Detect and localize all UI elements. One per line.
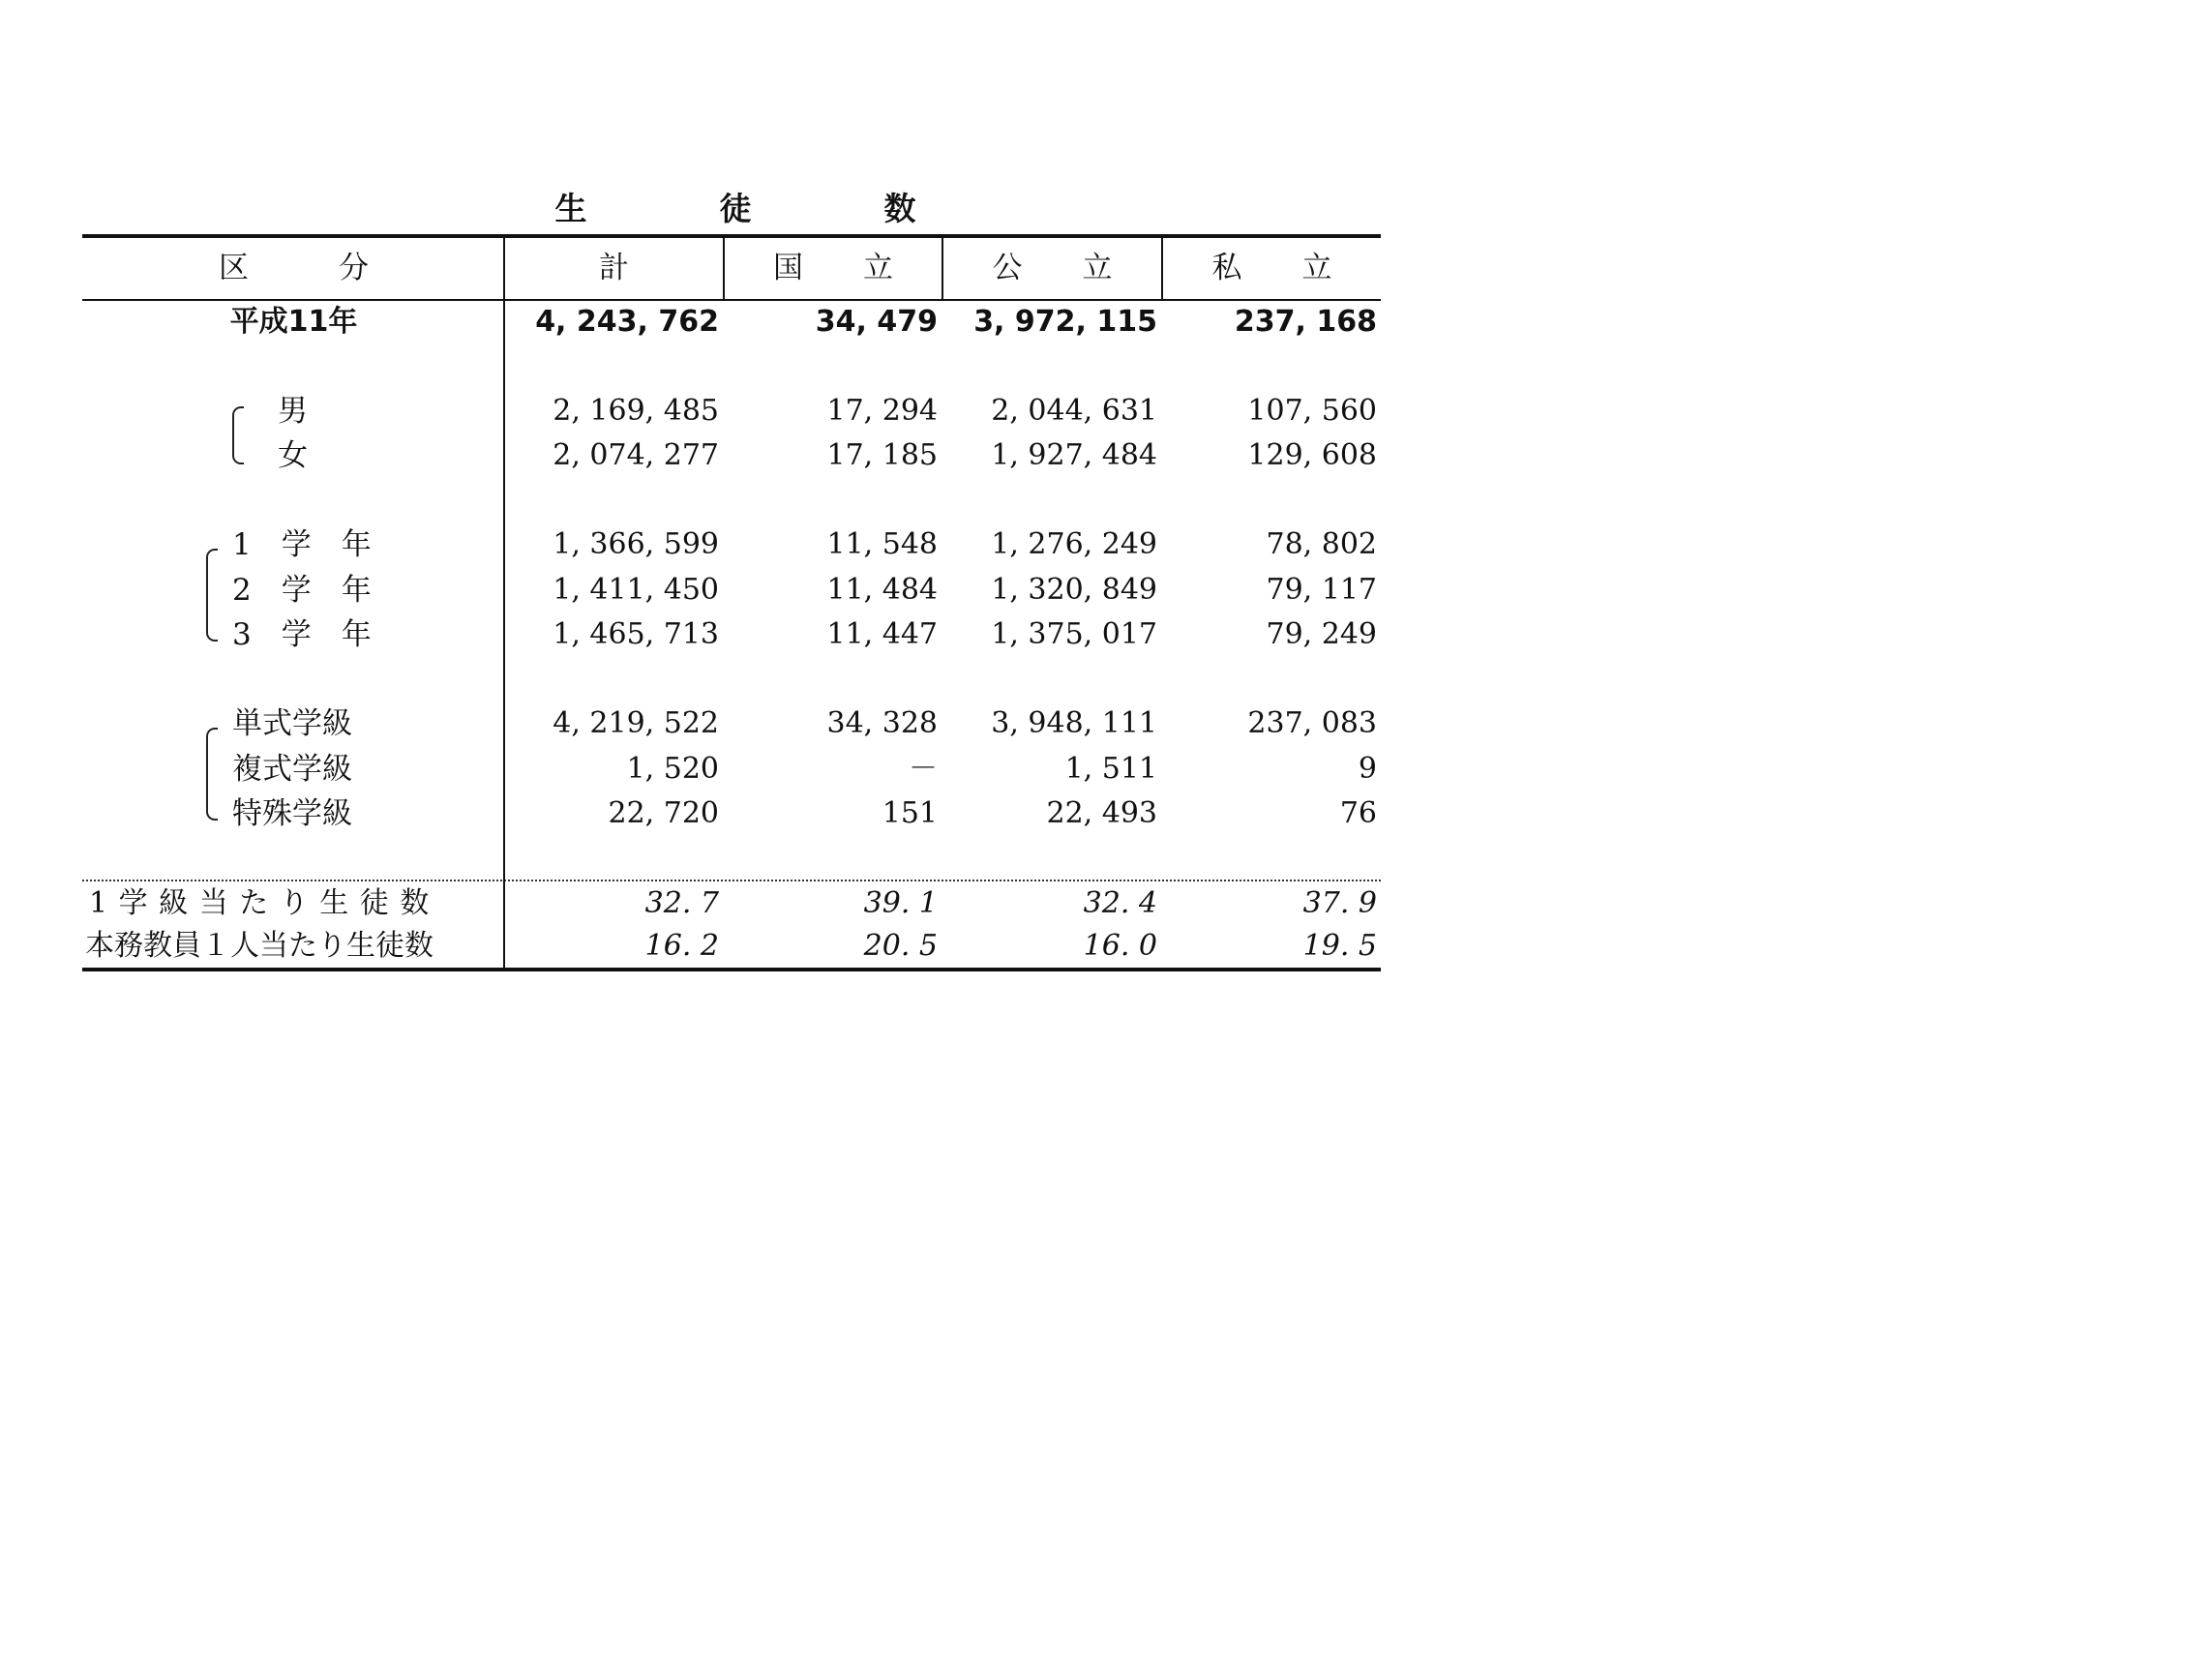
cell-total: 2, 074, 277 [553, 438, 719, 472]
cell-national: 17, 185 [826, 438, 938, 472]
table-title-char-3: 数 [883, 190, 916, 227]
header-national: 国 立 [773, 251, 893, 285]
cell-national: 34, 328 [826, 706, 938, 740]
cell-total: 22, 720 [608, 796, 719, 830]
cell-total: 16. 2 [644, 929, 719, 963]
cell-private: 19. 5 [1302, 929, 1377, 963]
cell-private: 76 [1339, 796, 1377, 830]
cell-total: 4, 219, 522 [553, 706, 719, 740]
cell-national: 17, 294 [826, 394, 938, 428]
table-top-rule [82, 234, 1381, 238]
cell-private: 9 [1358, 752, 1377, 786]
cell-public: 1, 927, 484 [991, 438, 1157, 472]
cell-total: 1, 366, 599 [553, 527, 719, 561]
row-label-grade-2: 2 学 年 [232, 573, 372, 608]
row-label-students-per-class: 1 学 級 当 た り 生 徒 数 [89, 886, 431, 920]
cell-public: 16. 0 [1083, 929, 1157, 963]
cell-total: 1, 411, 450 [553, 573, 719, 607]
row-label-total-year: 平成11年 [229, 305, 358, 339]
cell-private: 237, 168 [1234, 305, 1377, 339]
cell-public: 1, 276, 249 [991, 527, 1157, 561]
cell-national: 34, 479 [815, 305, 938, 339]
cell-total: 2, 169, 485 [553, 394, 719, 428]
cell-public: 22, 493 [1046, 796, 1157, 830]
row-label-students-per-teacher: 本務教員１人当たり生徒数 [85, 929, 433, 963]
table-title-char-1: 生 [554, 190, 587, 227]
header-category: 区 分 [219, 251, 369, 285]
cell-public: 32. 4 [1083, 886, 1157, 920]
cell-national: － [909, 752, 938, 786]
cell-total: 32. 7 [644, 886, 719, 920]
cell-private: 129, 608 [1247, 438, 1377, 472]
grade-group-bracket [206, 549, 218, 642]
row-label-grade-1: 1 学 年 [232, 527, 372, 562]
cell-national: 11, 548 [826, 527, 938, 561]
row-label-multi-grade-class: 複式学級 [232, 752, 352, 787]
cell-public: 1, 320, 849 [991, 573, 1157, 607]
cell-total: 4, 243, 762 [535, 305, 719, 339]
cell-private: 78, 802 [1266, 527, 1377, 561]
class-type-group-bracket [206, 728, 218, 821]
cell-national: 39. 1 [863, 886, 938, 920]
gender-group-bracket [232, 406, 244, 464]
row-label-male: 男 [278, 394, 308, 429]
cell-national: 20. 5 [863, 929, 938, 963]
table-title-char-2: 徒 [719, 190, 752, 227]
cell-private: 107, 560 [1247, 394, 1377, 428]
row-label-special-class: 特殊学級 [232, 796, 352, 831]
cell-private: 237, 083 [1247, 706, 1377, 740]
cell-public: 3, 948, 111 [991, 706, 1157, 740]
header-public: 公 立 [992, 251, 1113, 285]
cell-private: 37. 9 [1302, 886, 1377, 920]
cell-private: 79, 249 [1266, 617, 1377, 651]
cell-total: 1, 520 [626, 752, 719, 786]
cell-national: 11, 484 [826, 573, 938, 607]
cell-national: 151 [882, 796, 938, 830]
cell-public: 1, 375, 017 [991, 617, 1157, 651]
row-label-female: 女 [278, 438, 308, 473]
row-label-single-grade-class: 単式学級 [232, 706, 352, 741]
cell-national: 11, 447 [826, 617, 938, 651]
cell-public: 1, 511 [1064, 752, 1157, 786]
cell-private: 79, 117 [1266, 573, 1377, 607]
header-private: 私 立 [1211, 251, 1332, 285]
cell-public: 2, 044, 631 [991, 394, 1157, 428]
cell-public: 3, 972, 115 [973, 305, 1157, 339]
row-label-grade-3: 3 学 年 [232, 617, 372, 652]
header-total: 計 [599, 251, 629, 285]
cell-total: 1, 465, 713 [553, 617, 719, 651]
